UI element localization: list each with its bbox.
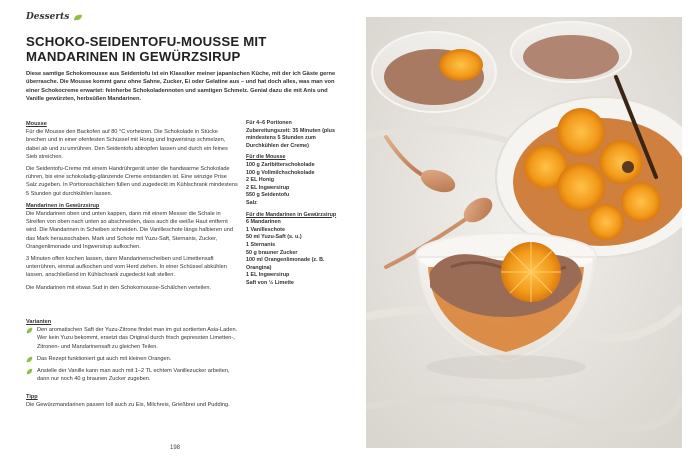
leaf-bullet-icon [26,327,33,334]
tipp-section [26,393,238,409]
section-label: Desserts [26,12,70,22]
variants-section [26,318,238,387]
dessert-illustration [366,17,682,448]
mousse-heading: Mousse [26,121,47,127]
leaf-icon [73,14,83,21]
variant-text: Das Rezept funktioniert gut auch mit kleinen Orangen. [37,355,172,362]
ingredient: 100 g Vollmilchschokolade [246,169,315,176]
dessert-photo [366,17,682,448]
prep-time: Zubereitungszeit: 35 Minuten (plus mindestens 5 Stunden zum Durchkühlen der Creme) [246,127,335,149]
ingredient: Saft von ½ Limette [246,279,294,286]
recipe-title: SCHOKO-SEIDENTOFU-MOUSSE MIT MANDARINEN IN GEWÜRZSIRUP [26,34,267,64]
mandarinen-heading: Mandarinen in Gewürzsirup [26,202,100,209]
variant-item [26,326,238,351]
ingredient: 100 g Zartbitterschokolade [246,161,315,168]
variant-text: Den aromatischen Saft der Yuzu-Zitrone findet man im gut sortierten Asia-Laden. Wer kein Yuzu bekommt, ersetzt das Original durch frisch gepressten Limetten-, Zitronen- und Mandarinensaft zu gleichen Teilen. [37,327,238,350]
ingredient: 1 Vanilleschote [246,226,285,233]
ingredient: 550 g Seidentofu [246,192,290,199]
ingredient: 100 ml Orangenlimonade (z. B. Orangina) [246,257,325,271]
mandarinen-ingredients-heading: Für die Mandarinen in Gewürzsirup [246,211,337,218]
ingredient: 2 EL Honig [246,177,275,184]
variant-text: Anstelle der Vanille kann man auch mit 1–2 TL echtem Vanillezucker arbeiten, dann nur noch 40 g braunen Zucker zugeben. [37,368,230,383]
leaf-bullet-icon [26,368,33,375]
mandarinen-step-2: 3 Minuten offen kochen lassen, dann Mandarinenscheiben und Limettensaft unterrühren, einmal aufkochen und vom Herd ziehen. In einer Schüssel abkühlen lassen, anschließend im Kühlschrank zugedeckt kalt stellen. [26,256,227,279]
ingredient: 1 EL Ingwersirup [246,272,290,279]
mandarinen-step-1: Die Mandarinen oben und unten kappen, dann mit einem Messer die Schale in Streifen von oben nach unten so abschneiden, dass auch die weiße Haut entfernt wird. Die Mandarinen in Scheiben schneiden. Die Vanilleschote längs halbieren und das Mark herausschaben. Mark und Schote mit Yuzu-Saft, Sternanis, Zucker, Orangenlimonade und Ingwersirup aufkochen. [26,211,233,250]
mousse-ingredients [246,154,346,207]
ingredients-sidebar [246,120,346,291]
ingredient: 50 g brauner Zucker [246,249,298,256]
page-number: 198 [170,445,181,451]
recipe-intro: Diese samtige Schokomousse aus Seidentofu ist ein Klassiker meiner japanischen Küche, mit der ich Gäste gerne überrasche. Die Mousse kommt ganz ohne Sahne, Zucker, Ei oder Gelatine aus – und hat doch alles, was man von einer Schokocreme erwartet: feinherbe Schokoladennoten und samtigen Schmelz. Genial dazu die mit Anis und Vanille gewürzten, herbsüßen Mandarinen. [26,71,336,103]
tipp-heading: Tipp [26,394,38,400]
variant-item [26,355,238,363]
mandarinen-step-3: Die Mandarinen mit etwas Sud in den Schokomousse-Schälchen verteilen. [26,284,212,291]
ingredient: 1 Sternanis [246,241,276,248]
ingredient: 2 EL Ingwersirup [246,184,290,191]
mousse-ingredients-heading: Für die Mousse [246,154,286,161]
serving-info: Für 4–6 Portionen [246,120,292,126]
ingredient: Salz [246,199,257,206]
mandarinen-ingredients [246,212,346,288]
variant-item [26,367,238,383]
instructions [26,120,238,296]
mousse-step-2: Die Seidentofu-Creme mit einem Handrührgerät unter die handwarme Schokolade rühren, bis eine schokoladig-glänzende Creme entstanden ist. Eine winzige Prise Salz zugeben. In Portionsschälchen füllen und zugedeckt im Kühlschrank mindestens 5 Stunden gut durchkühlen lassen. [26,166,238,197]
variants-heading: Varianten [26,319,52,325]
mousse-step-1: Für die Mousse den Backofen auf 80 °C vorheizen. Die Schokolade in Stücke brechen und in einer ofenfesten Schüssel mit Honig und Ingwersirup schmelzen, dabei ab und zu umrühren. Den Seidentofu abtropfen lassen und durch ein feines Sieb streichen. [26,129,228,160]
ingredient: 50 ml Yuzu-Saft (s. u.) [246,234,302,241]
section-tag [26,12,83,22]
ingredient: 6 Mandarinen [246,219,281,226]
leaf-bullet-icon [26,356,33,363]
tipp-text: Die Gewürzmandarinen passen toll auch zu Eis, Milchreis, Grießbrei und Pudding. [26,402,230,409]
